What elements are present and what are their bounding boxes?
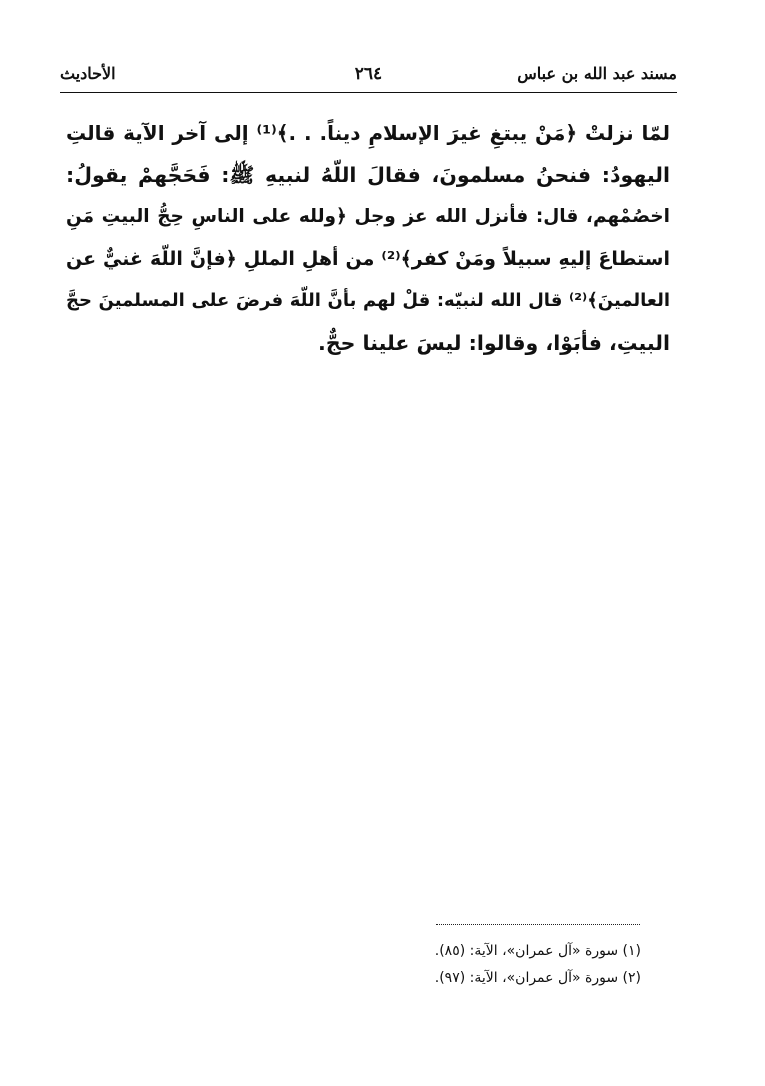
footnote-divider — [436, 924, 640, 925]
text-line: اليهودُ: فنحنُ مسلمونَ، فقالَ اللّهُ لنبيهِ ﷺ: فَحَجَّهمْ يقولُ: — [66, 163, 670, 187]
text-line: العالمينَ﴾⁽²⁾ قال الله لنبيّه: قلْ لهم بأنَّ اللّهَ فرضَ على المسلمينَ حجَّ — [66, 290, 670, 311]
page-header — [60, 60, 677, 90]
page-number: ٢٦٤ — [354, 64, 383, 84]
text-line: البيتِ، فأبَوْا، وقالوا: ليسَ علينا حجٌّ. — [318, 331, 670, 355]
section-title: الأحاديث — [60, 64, 116, 83]
footnotes — [300, 938, 641, 992]
footnote-1: (١) سورة «آل عمران»، الآية: (٨٥). — [434, 943, 641, 959]
footnote-2: (٢) سورة «آل عمران»، الآية: (٩٧). — [434, 970, 641, 986]
text-line: استطاعَ إليهِ سبيلاً ومَنْ كفر﴾⁽²⁾ من أهلِ المللِ ﴿فإنَّ اللّهَ غنيٌّ عن — [66, 248, 670, 270]
text-line: لمّا نزلتْ ﴿مَنْ يبتغِ غيرَ الإسلامِ ديناً. . .﴾⁽¹⁾ إلى آخر الآية قالتِ — [66, 121, 670, 145]
header-divider — [60, 92, 677, 93]
book-title: مسند عبد الله بن عباس — [517, 64, 677, 83]
text-line: اخصُمْهم، قال: فأنزل الله عز وجل ﴿ولله على الناسِ حِجُّ البيتِ مَنِ — [66, 206, 670, 227]
hadith-text — [66, 112, 670, 364]
